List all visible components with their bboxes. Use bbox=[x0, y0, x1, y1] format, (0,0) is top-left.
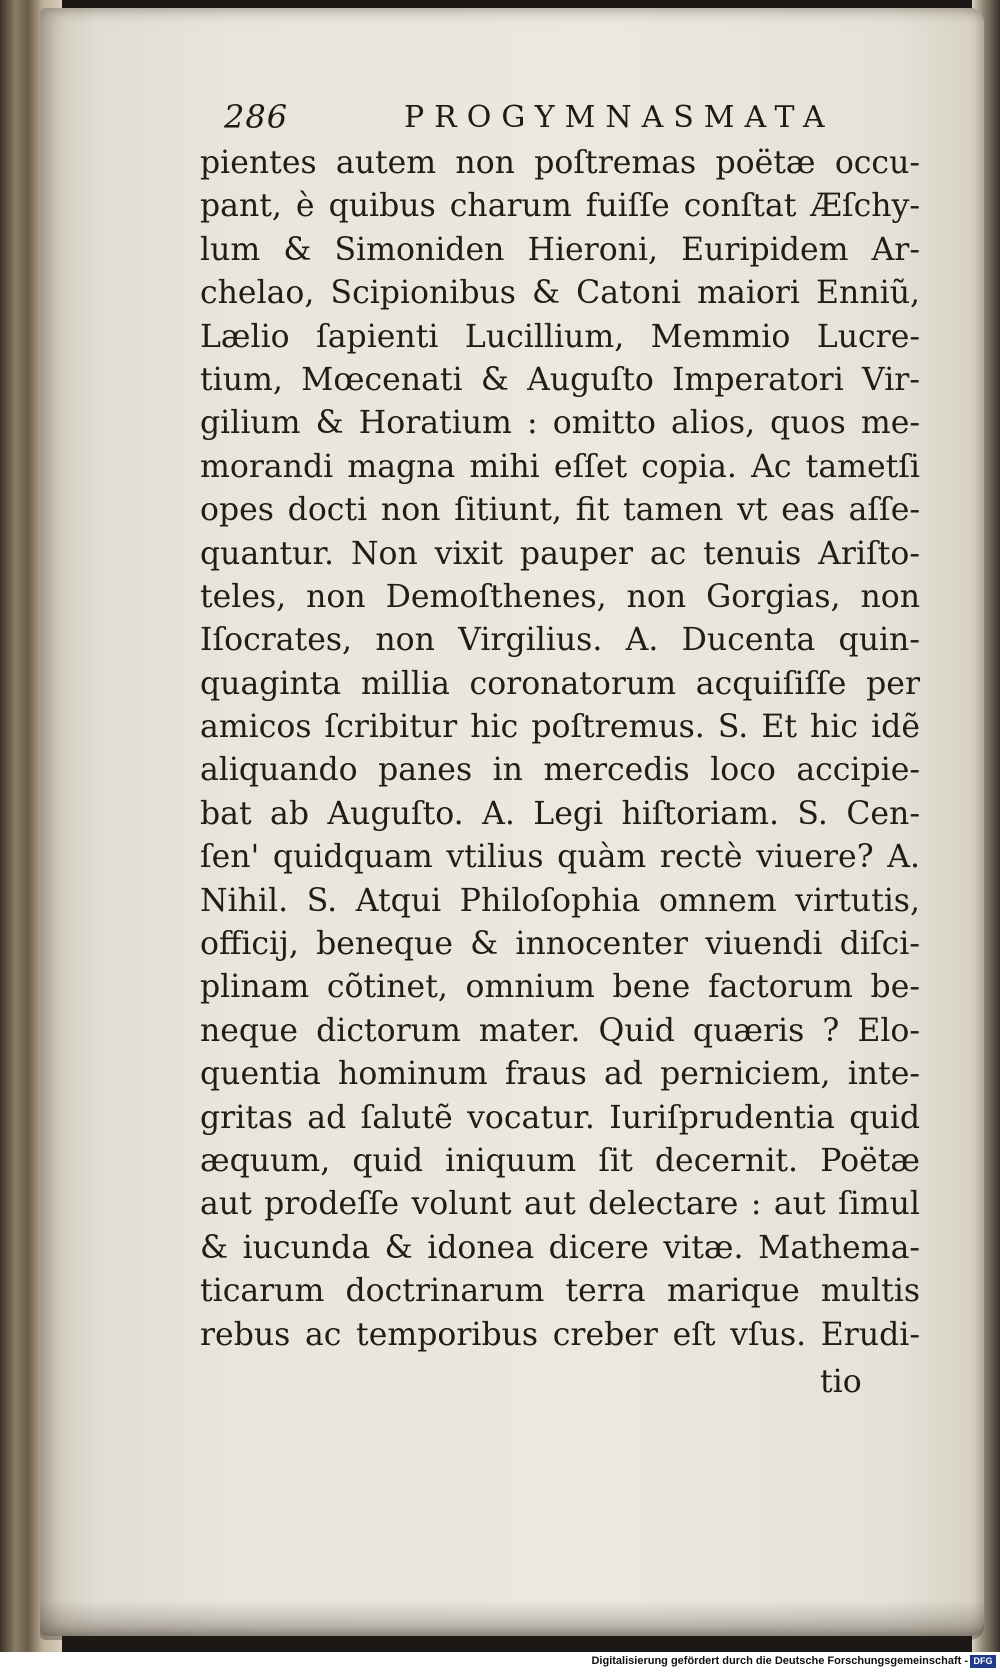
text-line: Iſocrates, non Virgilius. A. Ducenta quin- bbox=[200, 622, 920, 659]
text-line: lum & Simoniden Hieroni, Euripidem Ar- bbox=[200, 231, 920, 268]
dfg-logo-icon: DFG bbox=[970, 1655, 996, 1668]
text-line: gilium & Horatium : omitto alios, quos me- bbox=[200, 405, 920, 442]
text-line: pant, è quibus charum fuiſſe conſtat Æſchy- bbox=[200, 188, 920, 225]
text-line: amicos ſcribitur hic poſtremus. S. Et hic idẽ bbox=[200, 709, 920, 746]
page-header bbox=[224, 98, 835, 138]
running-title: PROGYMNASMATA bbox=[404, 100, 835, 135]
digitization-footer bbox=[0, 1652, 1000, 1672]
text-line: Lælio ſapienti Lucillium, Memmio Lucre- bbox=[200, 318, 920, 355]
text-line: æquum, quid iniquum ſit decernit. Poëtæ bbox=[200, 1142, 920, 1179]
page-number: 286 bbox=[224, 98, 289, 136]
text-line: rebus ac temporibus creber eſt vſus. Erudi- bbox=[200, 1316, 920, 1353]
text-line: & iucunda & idonea dicere vitæ. Mathema- bbox=[200, 1229, 920, 1266]
page-shadow bbox=[40, 1600, 984, 1640]
text-line: quentia hominum fraus ad perniciem, inte- bbox=[200, 1056, 920, 1093]
text-line: quantur. Non vixit pauper ac tenuis Ariſto- bbox=[200, 535, 920, 572]
text-line: quaginta millia coronatorum acquiſiſſe per bbox=[200, 665, 920, 702]
text-line: Nihil. S. Atqui Philoſophia omnem virtutis, bbox=[200, 882, 920, 919]
text-line: bat ab Auguſto. A. Legi hiſtoriam. S. Cen- bbox=[200, 795, 920, 832]
text-line: aut prodeſſe volunt aut delectare : aut ſimul bbox=[200, 1186, 920, 1223]
text-line: opes docti non ſitiunt, fit tamen vt eas aſſe- bbox=[200, 492, 920, 529]
text-line: teles, non Demoſthenes, non Gorgias, non bbox=[200, 578, 920, 615]
text-line: tium, Mœcenati & Auguſto Imperatori Vir- bbox=[200, 361, 920, 398]
text-line: morandi magna mihi eſſet copia. Ac tametſi bbox=[200, 448, 920, 485]
text-line: ſen' quidquam vtilius quàm rectè viuere? A. bbox=[200, 839, 920, 876]
text-line: officij, beneque & innocenter viuendi diſci- bbox=[200, 926, 920, 963]
text-line: gritas ad ſalutẽ vocatur. Iuriſprudentia quid bbox=[200, 1099, 920, 1136]
text-line: pientes autem non poſtremas poëtæ occu- bbox=[200, 145, 920, 181]
text-line: ticarum doctrinarum terra marique multis bbox=[200, 1273, 920, 1310]
body-text bbox=[200, 142, 920, 1357]
text-line: chelao, Scipionibus & Catoni maiori Enniũ, bbox=[200, 275, 920, 312]
text-line: neque dictorum mater. Quid quæris ? Elo- bbox=[200, 1012, 920, 1049]
funding-credit: Digitalisierung gefördert durch die Deutsche Forschungsgemeinschaft - bbox=[591, 1655, 968, 1667]
text-line: plinam cõtinet, omnium bene factorum be- bbox=[200, 969, 920, 1006]
catchword: tio bbox=[820, 1364, 862, 1400]
text-line: aliquando panes in mercedis loco accipie- bbox=[200, 752, 920, 789]
